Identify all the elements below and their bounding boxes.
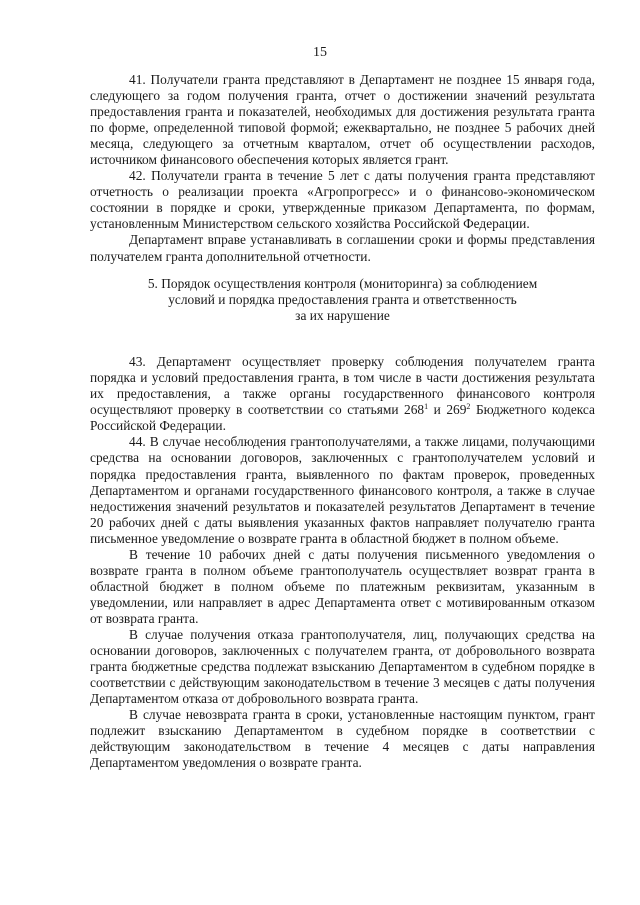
section-title-line-3: за их нарушение	[295, 307, 390, 323]
paragraph-44-non-return: В случае невозврата гранта в сроки, установленные настоящим пунктом, грант подлежит взысканию Департаментом в судебном порядке в соответствии с действующим законодательством в течение 4 месяцев с даты направления Департаментом уведомления о возврате гранта.	[90, 707, 595, 771]
section-5-title	[90, 276, 595, 325]
section-title-line-2: условий и порядка предоставления гранта и ответственность	[168, 291, 517, 307]
article-269-superscript: 2	[466, 402, 471, 412]
paragraph-44-refusal: В случае получения отказа грантополучателя, лиц, получающих средства на основании договоров, заключенных с получателем гранта, от добровольного возврата гранта бюджетные средства подлежат взысканию Департаментом в судебном порядке в соответствии с действующим законодательством в течение 3 месяцев с даты получения Департаментом отказа от добровольного возврата гранта.	[90, 626, 595, 707]
article-268-superscript: 1	[424, 402, 429, 412]
paragraph-44: 44. В случае несоблюдения грантополучателями, а также лицами, получающими средства на основании договоров, заключенных с грантополучателем условий и порядка предоставления гранта, выявленного по фактам проверок, проведенных Департаментом и органами государственного финансового контроля, а также в случае недостижения значений результатов и показателей результатов Департамент в течение 20 рабочих дней с даты выявления указанных фактов направляет получателю гранта письменное уведомление о возврате гранта в областной бюджет в полном объеме.	[90, 434, 595, 546]
paragraph-42: 42. Получатели гранта в течение 5 лет с даты получения гранта представляют отчетность о реализации проекта «Агропрогресс» и о финансово-экономическом состоянии в порядке и сроки, утвержденные приказом Департамента, по формам, установленным Министерством сельского хозяйства Российской Федерации.	[90, 168, 595, 232]
paragraph-42-additional-reporting: Департамент вправе устанавливать в соглашении сроки и формы представления получателем гранта дополнительной отчетности.	[90, 232, 595, 264]
section-title-line-1: 5. Порядок осуществления контроля (мониторинга) за соблюдением	[147, 275, 538, 291]
paragraph-43	[90, 354, 595, 434]
paragraph-43-text-end: Бюджетного кодекса Российской Федерации.	[90, 402, 595, 434]
paragraph-43-text-middle: и 269	[428, 402, 467, 418]
document-body	[90, 72, 595, 771]
paragraph-43-text-start: 43. Департамент осуществляет проверку соблюдения получателем гранта порядка и условий предоставления гранта, в том числе в части достижения результата их предоставления, а также органы государственного финансового контроля осуществляют проверку в соответствии со статьями 268	[90, 354, 595, 418]
paragraph-41: 41. Получатели гранта представляют в Департамент не позднее 15 января года, следующего за годом получения гранта, отчет о достижении значений результата предоставления гранта и показателей, необходимых для достижения результата гранта по форме, определенной типовой формой; ежеквартально, не позднее 5 рабочих дней месяца, следующего за отчетным кварталом, отчет об осуществлении расходов, источником финансового обеспечения которых является грант.	[90, 72, 595, 168]
paragraph-44-refund-term: В течение 10 рабочих дней с даты получения письменного уведомления о возврате гранта в полном объеме грантополучатель осуществляет возврат гранта в областной бюджет в полном объеме по платежным реквизитам, указанным в уведомлении, или направляет в адрес Департамента ответ с мотивированным отказом от возврата гранта.	[90, 546, 595, 626]
page-number: 15	[313, 45, 327, 60]
